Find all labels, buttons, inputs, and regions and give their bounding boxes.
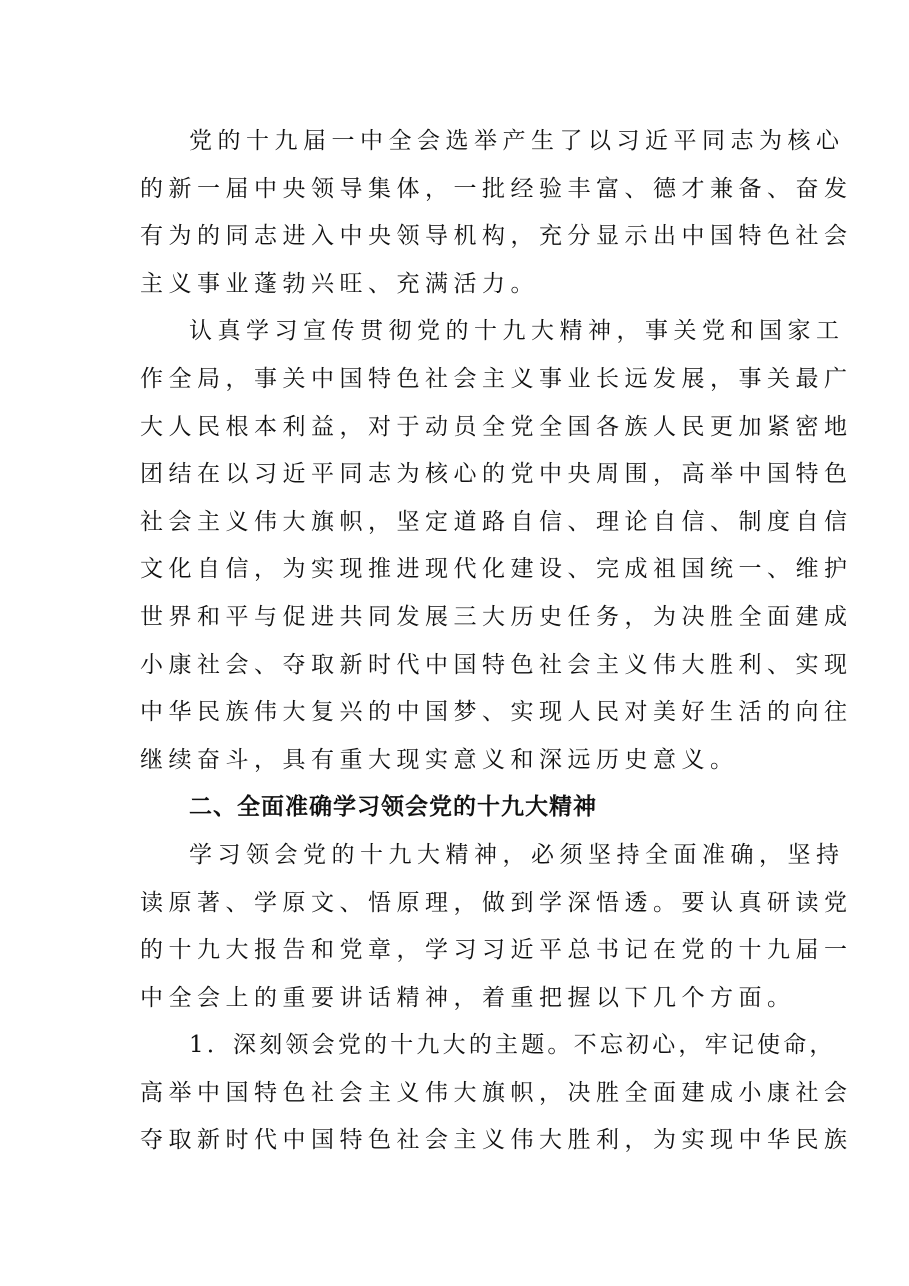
text-line: 文化自信，为实现推进现代化建设、完成祖国统一、维护 xyxy=(140,556,853,583)
text-line: 的新一届中央领导集体，一批经验丰富、德才兼备、奋发 xyxy=(140,175,853,202)
text-line: 中全会上的重要讲话精神，着重把握以下几个方面。 xyxy=(140,984,796,1011)
document-body xyxy=(140,118,853,1165)
text-line: 中华民族伟大复兴的中国梦、实现人民对美好生活的向往 xyxy=(140,699,853,726)
text-line: 高举中国特色社会主义伟大旗帜，决胜全面建成小康社会 xyxy=(140,1079,853,1106)
text-line: 夺取新时代中国特色社会主义伟大胜利，为实现中华民族 xyxy=(140,1127,853,1154)
text-line: 小康社会、夺取新时代中国特色社会主义伟大胜利、实现 xyxy=(140,651,853,678)
text-line: 大人民根本利益，对于动员全党全国各族人民更加紧密地 xyxy=(140,413,853,440)
text-line: 读原著、学原文、悟原理，做到学深悟透。要认真研读党 xyxy=(140,889,853,916)
section-heading: 二、全面准确学习领会党的十九大精神 xyxy=(189,794,597,821)
text-line: 学习领会党的十九大精神，必须坚持全面准确，坚持 xyxy=(189,841,845,868)
text-line: 的十九大报告和党章，学习习近平总书记在党的十九届一 xyxy=(140,937,853,964)
text-line: 世界和平与促进共同发展三大历史任务，为决胜全面建成 xyxy=(140,603,853,630)
paragraph-theme xyxy=(140,1022,853,1165)
text-line: 作全局，事关中国特色社会主义事业长远发展，事关最广 xyxy=(140,365,853,392)
text-line: 1．深刻领会党的十九大的主题。不忘初心，牢记使命， xyxy=(189,1032,836,1059)
text-line: 社会主义伟大旗帜，坚定道路自信、理论自信、制度自信 xyxy=(140,508,853,535)
paragraph-leadership xyxy=(140,118,853,308)
text-line: 继续奋斗，具有重大现实意义和深远历史意义。 xyxy=(140,746,739,773)
text-line: 团结在以习近平同志为核心的党中央周围，高举中国特色 xyxy=(140,461,853,488)
text-line: 有为的同志进入中央领导机构，充分显示出中国特色社会 xyxy=(140,223,853,250)
text-line: 认真学习宣传贯彻党的十九大精神，事关党和国家工 xyxy=(189,318,845,345)
text-line: 党的十九届一中全会选举产生了以习近平同志为核心 xyxy=(189,128,845,154)
text-line: 主义事业蓬勃兴旺、充满活力。 xyxy=(140,270,539,297)
paragraph-significance xyxy=(140,308,853,784)
paragraph-study-method xyxy=(140,832,853,1022)
